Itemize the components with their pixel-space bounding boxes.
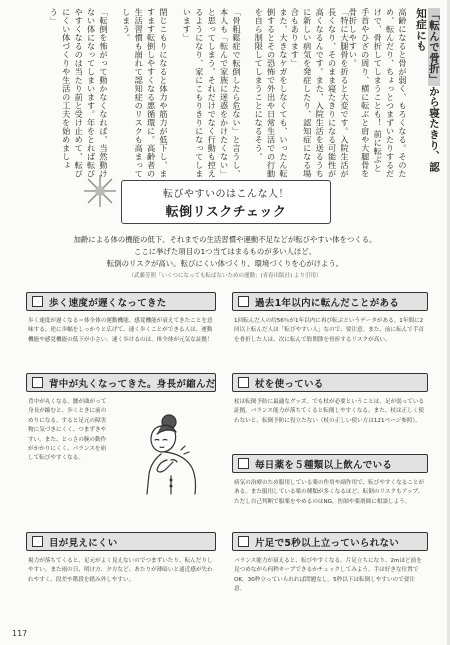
check-item-body: 1回転んだ人の約56％が1年以内に再び転ぶというデータがある。1年間に2回以上転んだ人は「転びやすい人」なので、要注意。また、前に転んで手首を骨折した人は、次に転んで股関節を骨折するリスクが高い。 xyxy=(234,318,425,343)
checkbox-icon[interactable] xyxy=(238,296,249,307)
check-subtitle: 転びやすいのはこんな人！ xyxy=(163,189,289,200)
check-item-header xyxy=(26,532,216,551)
intro-line: ここに挙げた項目の1つ当てはまるものが多い人ほど、 xyxy=(133,247,317,256)
checkbox-icon[interactable] xyxy=(238,536,249,547)
checkbox-icon[interactable] xyxy=(32,296,43,307)
check-item-header xyxy=(232,454,428,473)
check-item xyxy=(232,532,428,595)
intro-line: 転倒のリスクが高い。転びにくい体づくり、環境づくりを心がけよう。 xyxy=(106,259,344,268)
check-item-body: 背中が丸くなる、腰が曲がって身長が縮むと、歩くときに前のめりになる。すると足元の障害物に気づきにくく、つまずきやすい。また、とっさの腕の動作がかかりにくく、バランスを崩して転びやすくなる。 xyxy=(28,399,107,462)
check-item-title: 毎日薬を５種類以上飲んでいる xyxy=(255,459,393,471)
checkbox-icon[interactable] xyxy=(32,377,43,388)
check-item-body: バランス能力が衰えると、転びやすくなる。片足立ちになり、2mほど前を見つめながら何秒キープできるかチェックしてみよう。手は好きな位置でOK。30秒立っていられれば問題なし。5秒以下は転倒しやすいので要注意。 xyxy=(234,558,422,593)
page-number: 117 xyxy=(12,629,28,638)
check-item xyxy=(232,373,428,426)
check-item-title: 目が見えにくい xyxy=(49,537,118,549)
check-item-title: 歩く速度が遅くなってきた xyxy=(49,297,167,309)
check-title-box xyxy=(121,180,331,224)
article-paragraph: 高齢になると骨が弱く、もろくなる。そのため、転んだり、ちょっとつまずいたりするだけで、骨折してしまうことも！ 前に転ぶと手首やひざの周り、横に転ぶと肩や大腿骨を骨折しやすい。 xyxy=(348,8,408,178)
check-item-header xyxy=(232,292,428,311)
check-item-body: 歩く速度が遅くなる＝体全体の運動機能、感覚機能が衰えてきたことを意味する。逆に歩幅をしっかりと広げて、速く歩くことができる人は、運動機能や感覚機能の低下が小さい。速く歩けるのは、体全体が元気な証拠！ xyxy=(28,318,213,343)
check-item-title: 背中が丸くなってきた。身長が縮んだ xyxy=(49,378,216,390)
article-heading xyxy=(414,8,440,178)
check-item-title: 片足で5秒以上立っていられない xyxy=(255,537,400,549)
check-item-header xyxy=(232,373,428,392)
checkbox-icon[interactable] xyxy=(32,536,43,547)
check-item-body: 視力が落ちてくると、足元がよく見えないのでつまずいたり、転んだりしやすい。また雨の日、明け方、夕方など、あたりが薄暗いと遠近感が失われやすく、段差や階段を踏み外しやすい。 xyxy=(28,558,213,583)
article-heading-highlight: 「転んで骨折」 xyxy=(428,9,440,85)
risk-check-section xyxy=(10,172,440,627)
intro-line: 加齢による体の機能の低下、それまでの生活習慣や運動不足などが転びやすい体をつくる。 xyxy=(73,235,377,244)
check-item-header xyxy=(26,373,216,392)
article-paragraph: 「骨粗鬆症で転倒したら危ない」と言うし、本人も「転んで家族に迷惑をかけたくない」と思ってしまう。それだけでなく行動も控えるようになり、家にこもりきりになってしまいます」 xyxy=(182,8,242,178)
checkbox-icon[interactable] xyxy=(238,458,249,469)
woman-illustration xyxy=(121,410,217,496)
check-intro xyxy=(24,234,426,282)
starburst-icon xyxy=(83,174,117,208)
check-title: 転倒リスクチェック xyxy=(165,205,287,220)
checkbox-icon[interactable] xyxy=(238,377,249,388)
check-item-header xyxy=(232,532,428,551)
check-item-title: 過去1年以内に転んだことがある xyxy=(255,297,400,309)
check-item-body: 病気の治療のため服用している薬の作用や副作用で、転びやすくなることがある。また服用している薬の種類が多くなるほど、転倒のリスクもアップ。ただし自己判断で服薬をやめるのはNG。医師や薬剤師に相談しよう。 xyxy=(234,480,425,505)
article-paragraph: 「転倒を怖がって動かなくなれば、当然動けない体になってしまいます。年をとれば転びやすくなるのは当たり前と受け止めて、転びにくい体づくりや生活の工夫を始めましょう」 xyxy=(49,8,109,178)
check-item xyxy=(232,454,428,507)
intro-source: （武藤芳照「いくつになっても転ばないための運動」(青春出版社) より引用） xyxy=(128,273,322,279)
check-item-header xyxy=(26,292,216,311)
article-paragraph: 「特に大腿骨を折ると大変です。入院生活が長くなり、そのまま寝たきりになる可能性が高くなるんです。また、入院生活を送るうちに新しい病気を発症したり、認知症になる場合もあります」 xyxy=(290,8,350,178)
check-item xyxy=(26,292,216,345)
article-heading-rest: から寝たきり、認知症にも xyxy=(415,8,440,173)
check-item-body: 杖は転倒予防に最適なグッズ。でも杖が必要ということは、足が弱っている証拠。バランス能力が落ちてくると転倒しやすくなる。また、杖は正しく使わないと、転倒予防に役立たない（杖の正しい使い方は121ページ参照）。 xyxy=(234,399,425,424)
check-item xyxy=(26,532,216,585)
article-paragraph: 閉じこもりになると体力や筋力が低下し、ますます転倒しやすくなる悪循環に。高齢者の生活習慣も崩れて認知症のリスクも高まってしまう。 xyxy=(121,8,169,178)
check-item xyxy=(232,292,428,345)
article-paragraph: また、大きなケガをしなくても、いったん転倒するとその恐怖で外出や日常生活での行動を自ら制限してしまうことになるそう。 xyxy=(254,8,289,178)
article xyxy=(10,8,440,180)
check-item-title: 杖を使っている xyxy=(255,378,324,390)
